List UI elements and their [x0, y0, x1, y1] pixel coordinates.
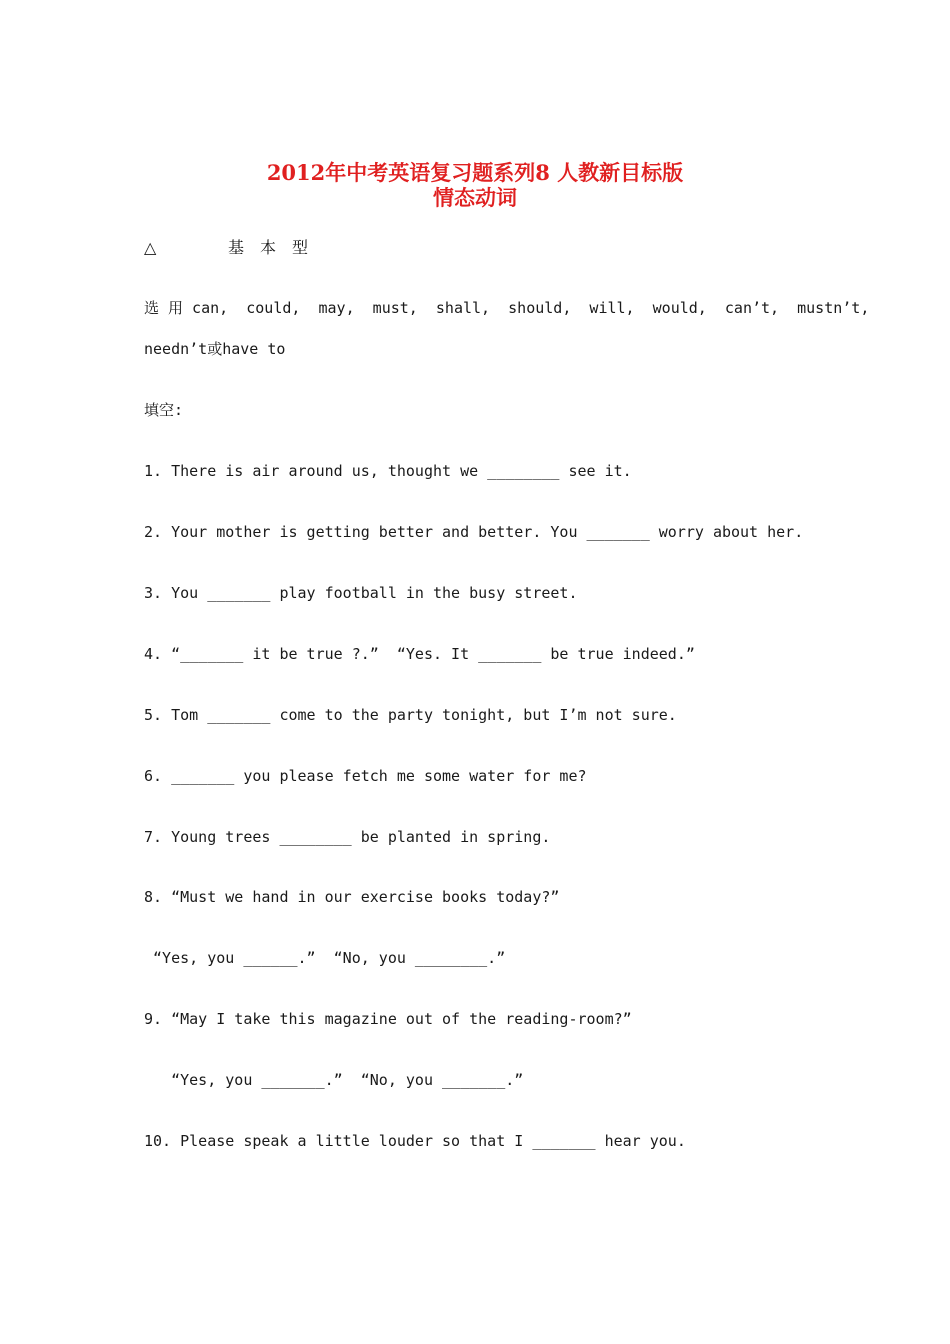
question-3: 3. You _______ play football in the busy street. [144, 584, 578, 602]
question-8-answer: “Yes, you ______.” “No, you ________.” [144, 949, 506, 967]
question-10: 10. Please speak a little louder so that I _______ hear you. [144, 1132, 686, 1150]
question-9-answer: “Yes, you _______.” “No, you _______.” [144, 1071, 524, 1089]
question-9: 9. “May I take this magazine out of the reading-room?” [144, 1010, 632, 1028]
document-title: 2012年中考英语复习题系列8 人教新目标版 [266, 160, 684, 185]
triangle-icon: △ [144, 238, 157, 257]
section-heading [144, 238, 324, 258]
instruction-line: needn’t或have to [144, 340, 286, 358]
question-1: 1. There is air around us, thought we ________ see it. [144, 462, 632, 480]
question-7: 7. Young trees ________ be planted in spring. [144, 828, 551, 846]
question-8: 8. “Must we hand in our exercise books today?” [144, 888, 560, 906]
instruction-line: 填空: [144, 401, 184, 419]
question-2: 2. Your mother is getting better and better. You _______ worry about her. [144, 523, 804, 541]
document-subtitle: 情态动词 [433, 185, 517, 210]
instruction-line: 选 用 can, could, may, must, shall, should, will, would, can’t, mustn’t, [144, 299, 870, 317]
question-6: 6. _______ you please fetch me some water for me? [144, 767, 587, 785]
section-label: 基本型 [228, 238, 325, 257]
question-4: 4. “_______ it be true ?.” “Yes. It _______ be true indeed.” [144, 645, 695, 663]
question-5: 5. Tom _______ come to the party tonight, but I’m not sure. [144, 706, 677, 724]
